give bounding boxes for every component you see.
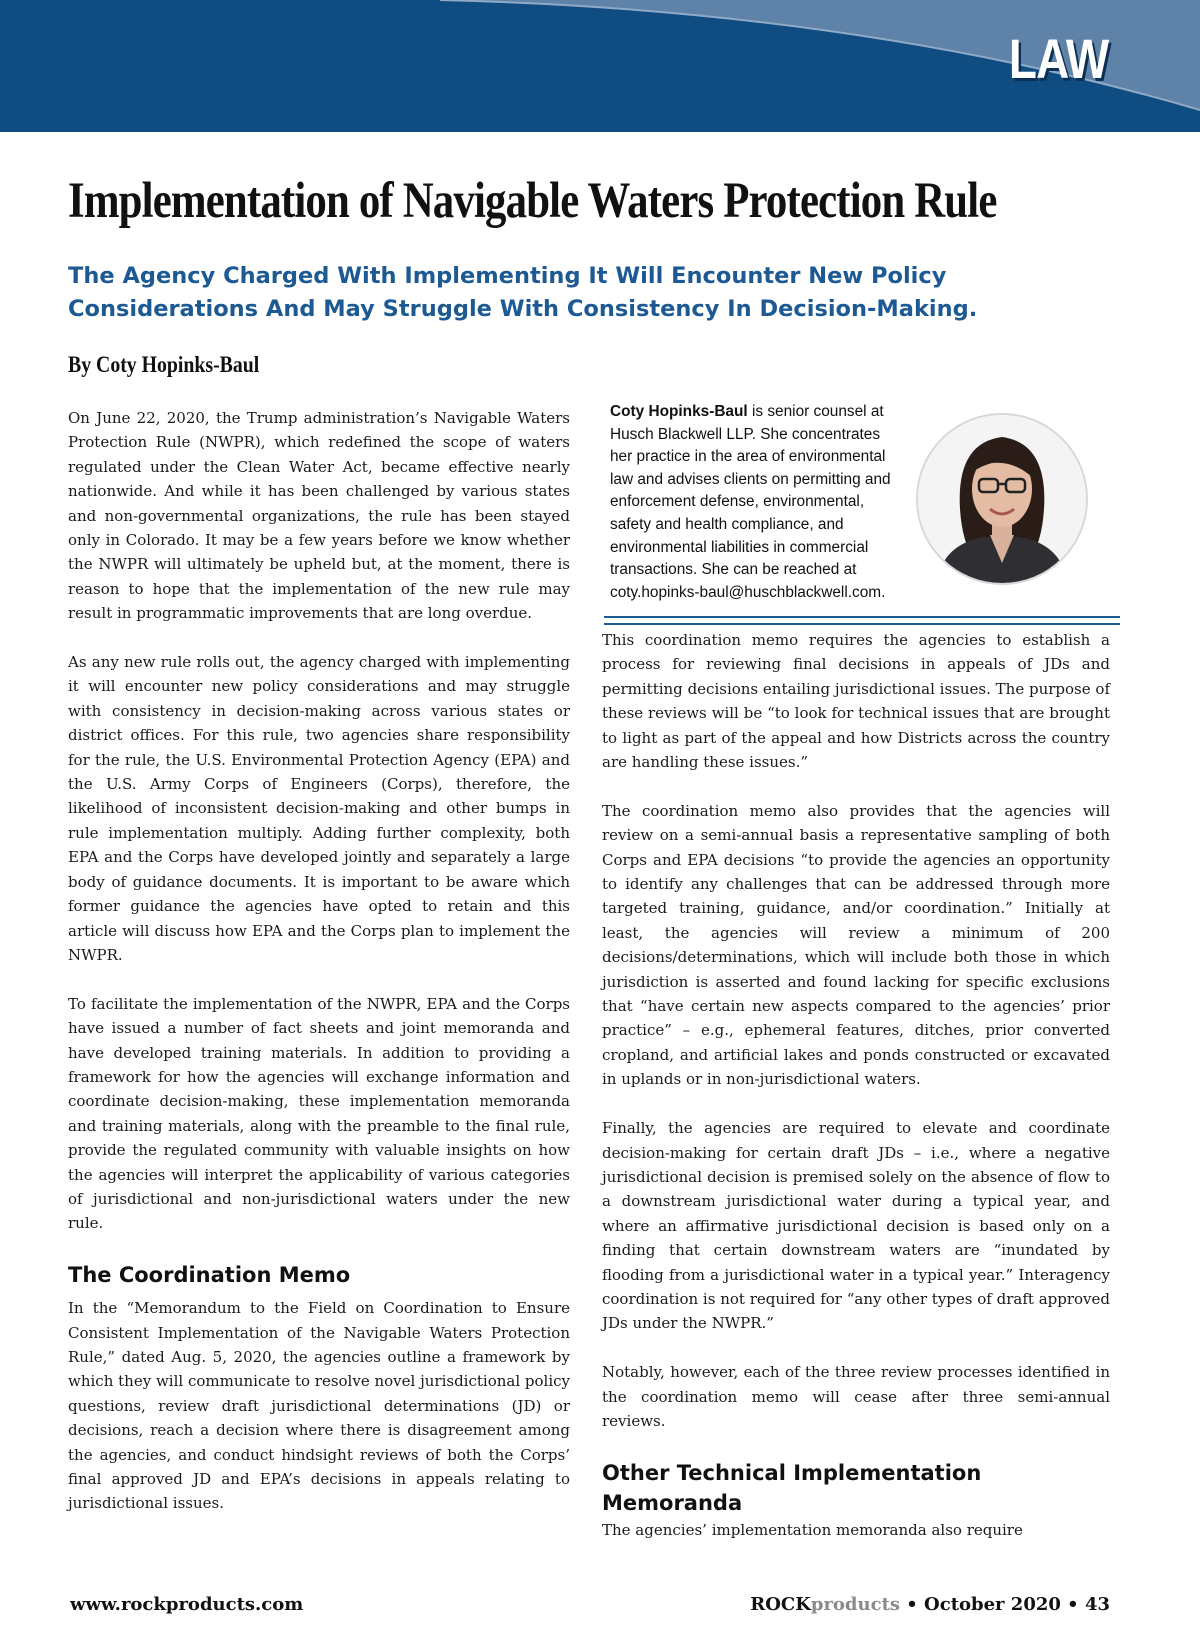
paragraph: In the “Memorandum to the Field on Coordination to Ensure Consistent Implementation of the Navigable Waters Protection Rule,” dated Aug. 5, 2020, the agencies outline a framework by which they will communicate to resolve novel jurisdictional policy questions, review draft jurisdictional determinations (JD) or decisions, reach a decision where there is disagreement among the agencies, and conduct hindsight reviews of both the Corps’ final approved JD and EPA’s decisions in appeals relating to jurisdictional issues. <box>68 1299 570 1513</box>
footer-issue-text: • October 2020 • 43 <box>900 1594 1110 1615</box>
bio-description: is senior counsel at Husch Blackwell LLP. She concentrates her practice in the area of environmental law and advises clients on permitting and enforcement defense, environmental, safety and health compliance, and environmental liabilities in commercial transactions. She can be reached at coty.hopinks-baul@huschblackwell.com. <box>610 403 891 601</box>
heading-other-technical: Other Technical Implementation Memoranda <box>602 1460 982 1515</box>
author-photo <box>916 413 1088 585</box>
right-column <box>602 628 1110 1542</box>
byline: By Coty Hopinks-Baul <box>68 352 260 377</box>
section-label: LAW <box>1008 27 1108 90</box>
bio-text <box>610 401 900 604</box>
footer-brand-bold: ROCK <box>750 1594 811 1615</box>
heading-coordination-memo: The Coordination Memo <box>68 1263 351 1288</box>
paragraph: On June 22, 2020, the Trump administration’s Navigable Waters Protection Rule (NWPR), which redefined the scope of waters regulated under the Clean Water Act, became effective nearly nationwide. And while it has been challenged by various states and non-governmental organizations, the rule has been stayed only in Colorado. It may be a few years before we know whether the NWPR will ultimately be upheld but, at the moment, there is reason to hope that the implementation of the new rule may result in programmatic improvements that are long overdue. <box>68 409 570 623</box>
paragraph: To facilitate the implementation of the NWPR, EPA and the Corps have issued a number of fact sheets and joint memoranda and have developed training materials. In addition to providing a framework for how the agencies will exchange information and coordinate decision-making, these implementation memoranda and training materials, along with the preamble to the final rule, provide the regulated community with valuable insights on how the agencies will interpret the applicability of various categories of jurisdictional and non-jurisdictional waters under the new rule. <box>68 994 570 1233</box>
article-subtitle: The Agency Charged With Implementing It Will Encounter New Policy Considerations And May Struggle With Consistency In Decision-Making. <box>68 263 978 322</box>
bio-divider <box>604 616 1120 625</box>
paragraph: The agencies’ implementation memoranda also require <box>602 1520 1023 1539</box>
left-column <box>68 406 570 1516</box>
paragraph: Notably, however, each of the three review processes identified in the coordination memo will cease after three semi-annual reviews. <box>602 1363 1110 1430</box>
author-bio <box>604 401 1124 611</box>
paragraph: The coordination memo also provides that the agencies will review on a semi-annual basis a representative sampling of both Corps and EPA decisions “to provide the agencies an opportunity to identify any challenges that can be addressed through more targeted training, guidance, and/or coordination.” Initially at least, the agencies will review a minimum of 200 decisions/determinations, which will include both those in which jurisdiction is asserted and found lacking for specific exclusions that “have certain new aspects compared to the agencies’ prior practice” – e.g., ephemeral features, ditches, prior converted cropland, and artificial lakes and ponds constructed or excavated in uplands or in non-jurisdictional waters. <box>602 801 1110 1089</box>
footer-brand-grey: products <box>810 1594 901 1615</box>
paragraph: This coordination memo requires the agencies to establish a process for reviewing final decisions in appeals of JDs and permitting decisions entailing jurisdictional issues. The purpose of these reviews will be “to look for technical issues that are brought to light as part of the appeal and how Districts across the country are handling these issues.” <box>602 631 1110 772</box>
footer-issue <box>750 1594 1110 1615</box>
footer-website: www.rockproducts.com <box>70 1594 304 1615</box>
bio-name: Coty Hopinks-Baul <box>610 403 748 420</box>
article-title: Implementation of Navigable Waters Protection Rule <box>68 173 997 229</box>
paragraph: As any new rule rolls out, the agency charged with implementing it will encounter new policy considerations and may struggle with consistency in decision-making across various states or district offices. For this rule, two agencies share responsibility for the rule, the U.S. Environmental Protection Agency (EPA) and the U.S. Army Corps of Engineers (Corps), therefore, the likelihood of inconsistent decision-making and other bumps in rule implementation multiply. Adding further complexity, both EPA and the Corps have developed jointly and separately a large body of guidance documents. It is important to be aware which former guidance the agencies have opted to retain and this article will discuss how EPA and the Corps plan to implement the NWPR. <box>68 653 570 964</box>
paragraph: Finally, the agencies are required to elevate and coordinate decision-making for certain draft JDs – i.e., where a negative jurisdictional decision is premised solely on the absence of flow to a downstream jurisdictional water during a typical year, and where an affirmative jurisdictional decision is based only on a finding that certain downstream waters are “inundated by flooding from a jurisdictional water in a typical year.” Interagency coordination is not required for “any other types of draft approved JDs under the NWPR.” <box>602 1119 1110 1333</box>
